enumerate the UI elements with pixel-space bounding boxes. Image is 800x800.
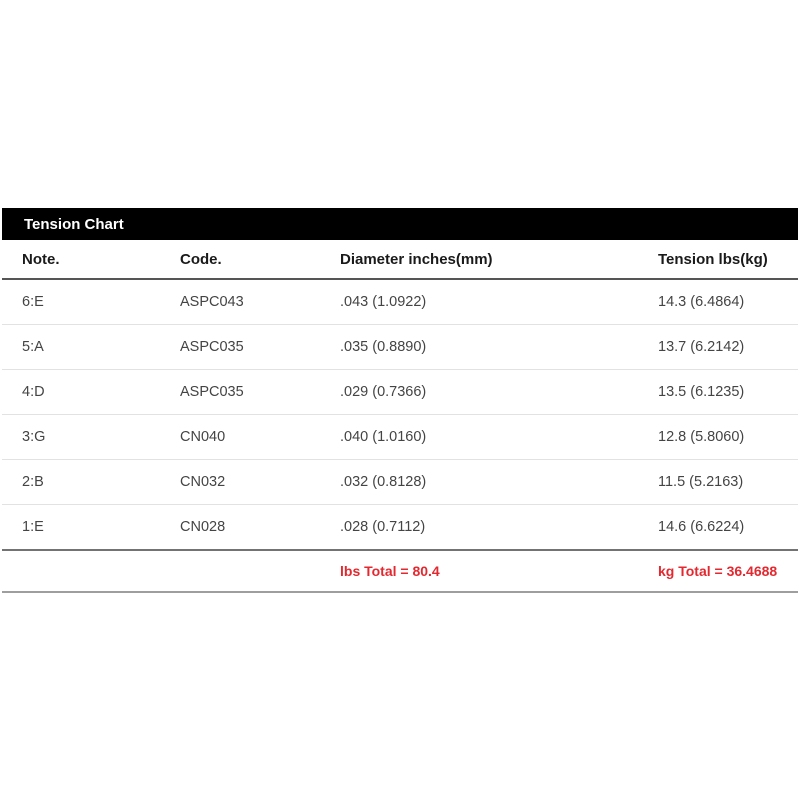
- tension-cell: 13.5 (6.1235): [658, 384, 745, 400]
- note-cell: 4:D: [22, 384, 45, 400]
- tension-cell: 12.8 (5.8060): [658, 429, 745, 445]
- tension-chart-table: [2, 208, 798, 593]
- note-cell: 5:A: [22, 339, 44, 355]
- diameter-cell: .032 (0.8128): [340, 474, 427, 490]
- table-row: [2, 280, 798, 325]
- code-cell: ASPC035: [180, 384, 244, 400]
- code-cell: ASPC035: [180, 339, 244, 355]
- column-header-code: Code.: [180, 250, 222, 268]
- code-cell: CN040: [180, 429, 226, 445]
- code-cell: ASPC043: [180, 294, 244, 310]
- table-row: [2, 460, 798, 505]
- table-row: [2, 325, 798, 370]
- table-header-row: [2, 240, 798, 280]
- diameter-cell: .040 (1.0160): [340, 429, 427, 445]
- note-cell: 3:G: [22, 429, 46, 445]
- table-title: Tension Chart: [24, 215, 124, 233]
- lbs-total: lbs Total = 80.4: [340, 563, 440, 579]
- kg-total: kg Total = 36.4688: [658, 563, 778, 579]
- note-cell: 2:B: [22, 474, 44, 490]
- code-cell: CN028: [180, 519, 226, 535]
- totals-row: [2, 551, 798, 593]
- note-cell: 1:E: [22, 519, 44, 535]
- table-title-bar: [2, 208, 798, 240]
- table-row: [2, 415, 798, 460]
- tension-cell: 14.3 (6.4864): [658, 294, 745, 310]
- table-row: [2, 505, 798, 551]
- note-cell: 6:E: [22, 294, 44, 310]
- column-header-tension: Tension lbs(kg): [658, 250, 768, 268]
- tension-cell: 11.5 (5.2163): [658, 474, 744, 490]
- diameter-cell: .029 (0.7366): [340, 384, 427, 400]
- tension-cell: 14.6 (6.6224): [658, 519, 745, 535]
- code-cell: CN032: [180, 474, 226, 490]
- column-header-diameter: Diameter inches(mm): [340, 250, 493, 268]
- table-row: [2, 370, 798, 415]
- column-header-note: Note.: [22, 250, 60, 268]
- diameter-cell: .035 (0.8890): [340, 339, 427, 355]
- diameter-cell: .028 (0.7112): [340, 519, 426, 535]
- diameter-cell: .043 (1.0922): [340, 294, 427, 310]
- tension-cell: 13.7 (6.2142): [658, 339, 745, 355]
